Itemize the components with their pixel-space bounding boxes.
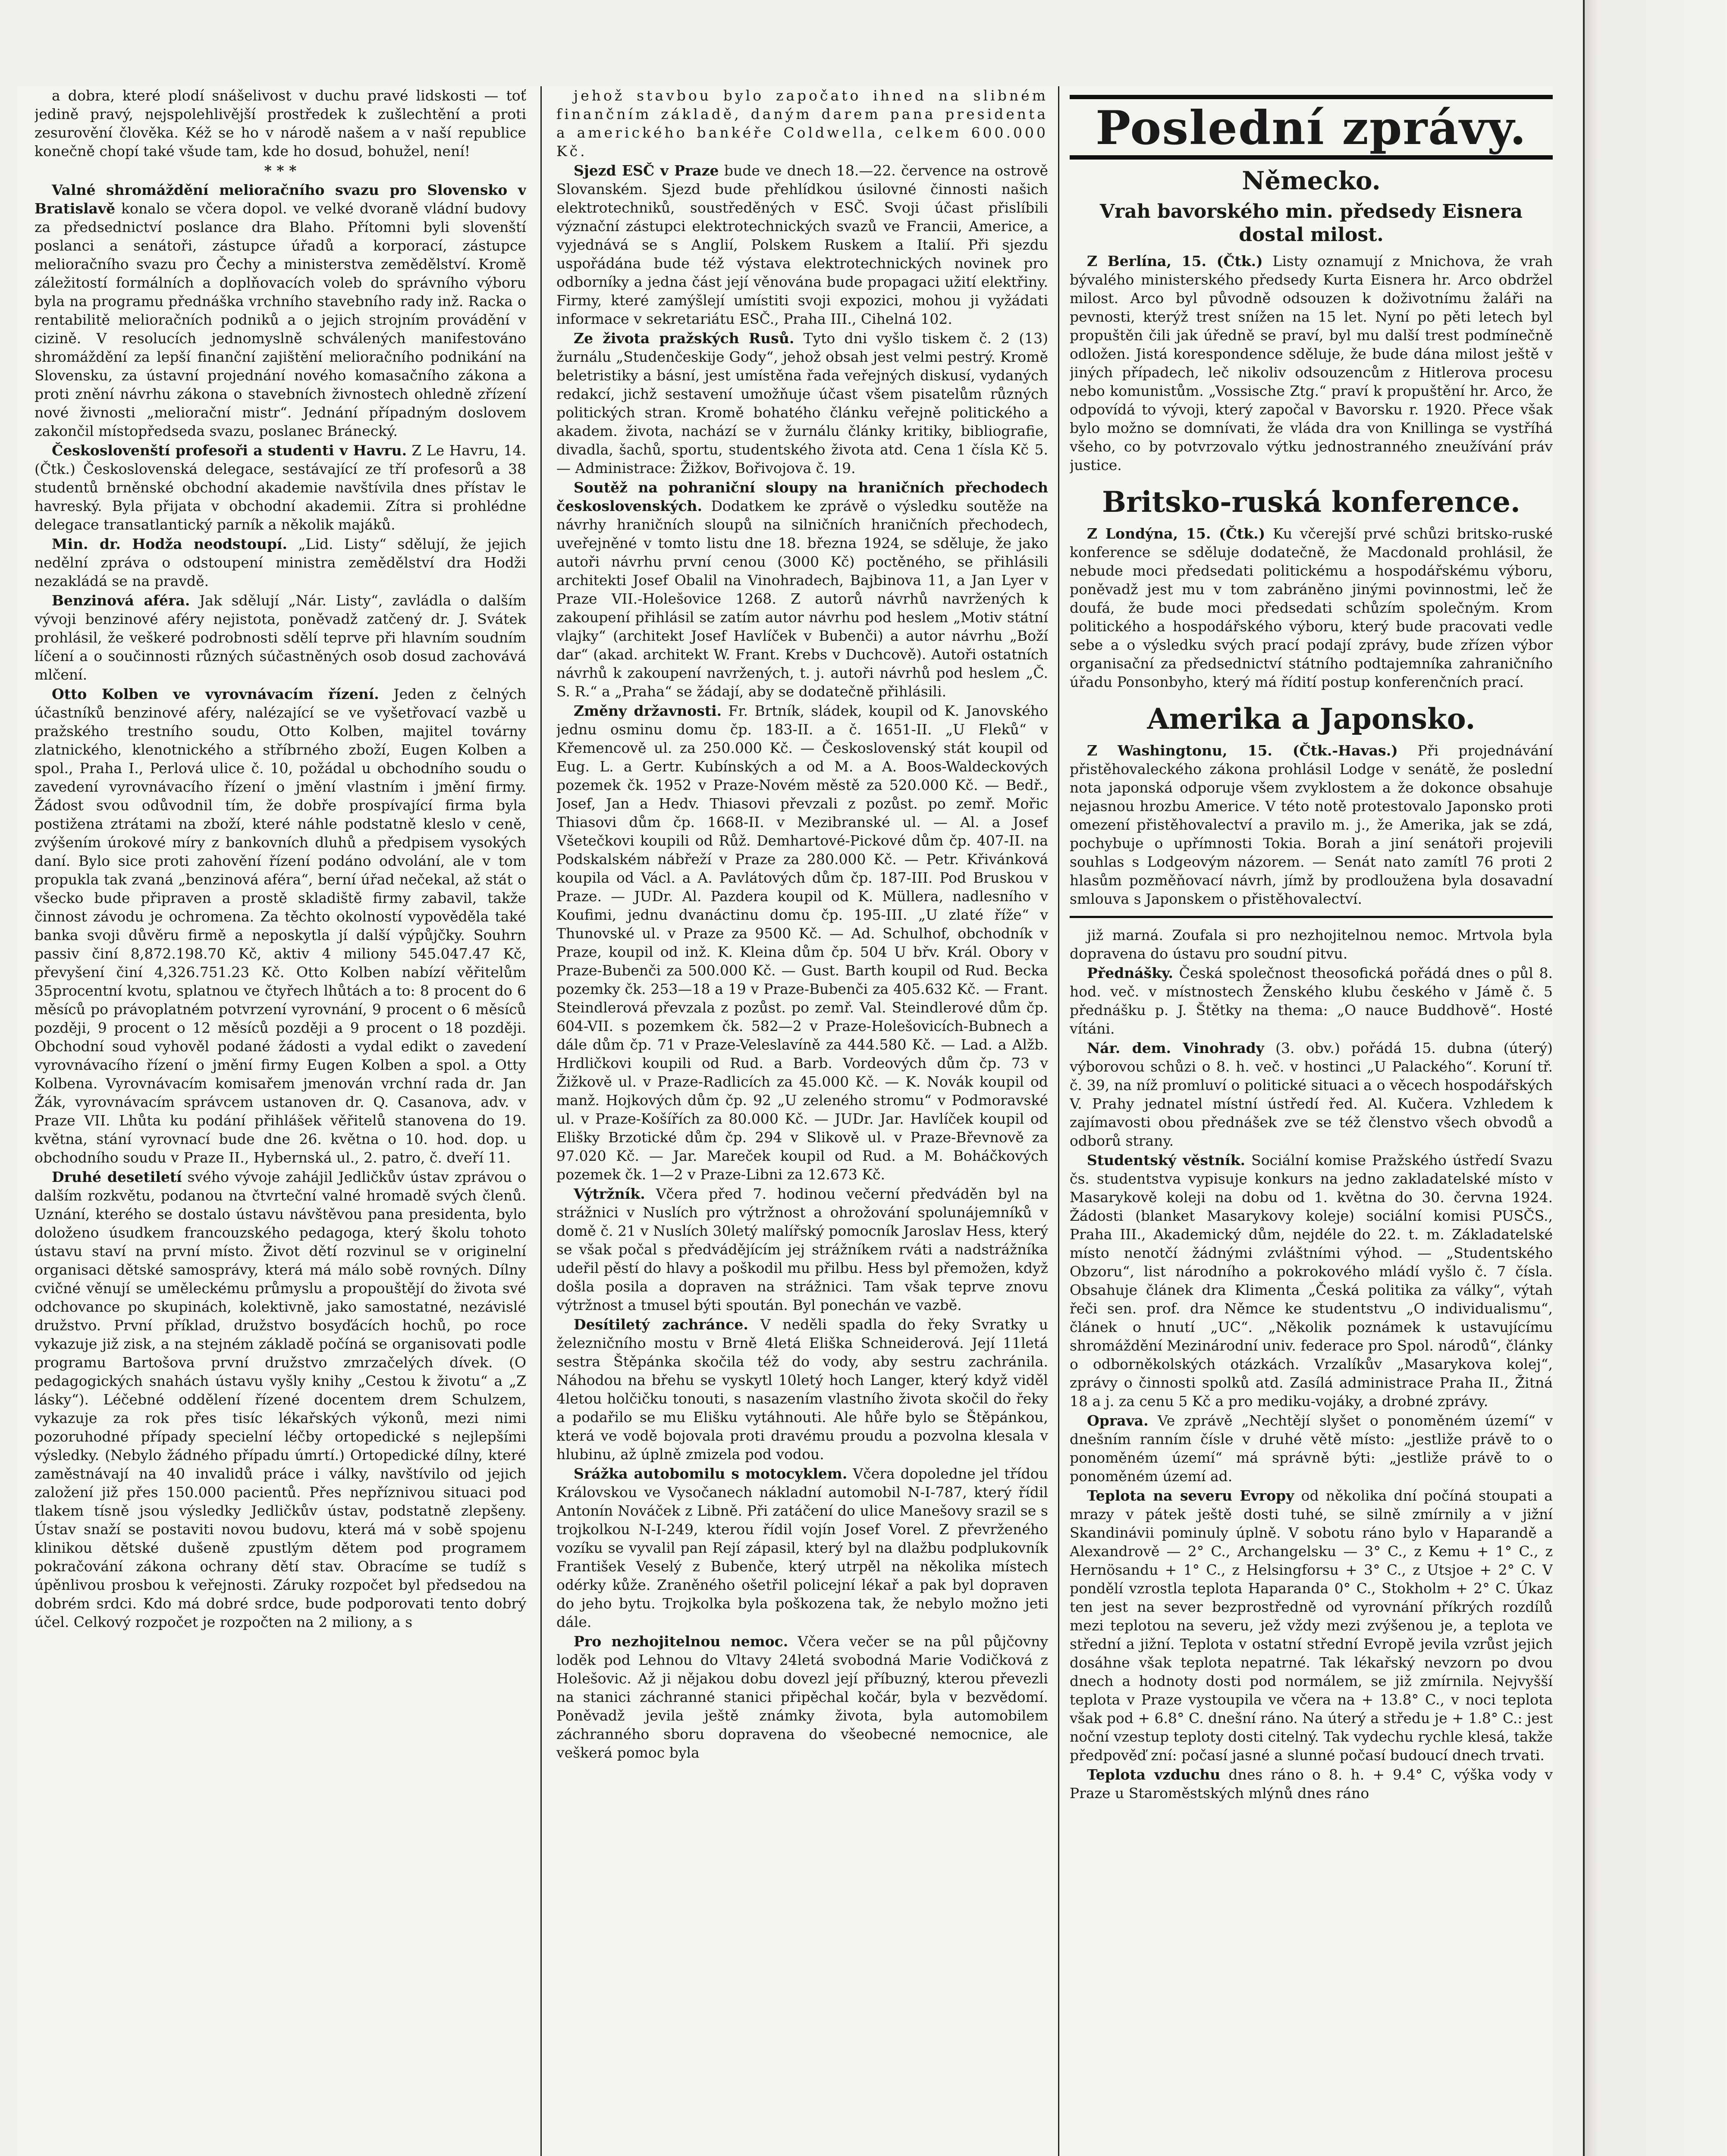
article — [35, 181, 526, 440]
article-headline: Britsko-ruská konference. — [1102, 485, 1520, 519]
article — [35, 1168, 526, 1631]
article — [1070, 964, 1553, 1038]
article — [556, 1185, 1048, 1314]
article — [556, 1632, 1048, 1762]
article-body: Včera dopoledne jel třídou Královskou ve Vysočanech nákladní automobil N-I-787, který řídil Antonín Nováček z Libně. Při zatáčení do ulice Manešovy srazil se s trojkolkou N-I-249, kterou řídil vojín Josef Vorel. Z převrženého vozíku se vyvalil pan Rejí zápasil, který byl na dlažbu podplukovník František Veselý z Bubenče, který utrpěl na několika místech odérky kůže. Zraněného ošetřil policejní lékař a pak byl dopraven do jeho bytu. Trojkolka byla poškozena tak, že nebylo možno jeti dále. — [556, 1465, 1048, 1630]
article-headline: Amerika a Japonsko. — [1147, 702, 1476, 736]
article — [35, 441, 526, 534]
article-text: a dobra, které plodí snášelivost v duchu pravé lidskosti — toť jedině pravý, nejspolehlivější prostředek k zušlechtění a proti zesurovění člověka. Kéž se ho v národě našem a v naší republice konečně chopí také všude tam, kde ho dosud, bohužel, není! — [35, 87, 526, 160]
article-heading: Min. dr. Hodža neodstoupí. — [52, 536, 287, 552]
section-divider: * * * — [264, 162, 297, 179]
article — [35, 685, 526, 1167]
article — [556, 1315, 1048, 1463]
article — [556, 702, 1048, 1184]
article-body: Jeden z čelných účastníků benzinové aféry, nalézající se ve vyšetřovací vazbě u pražského trestního soudu, Otto Kolben, majitel továrny zlatnického, klenotnického a stříbrného zboží, Eugen Kolben a spol., Praha I., Perlová ulice č. 10, požádal u obchodního soudu o zavedení vyrovnávacího řízení o jmění vlastním i jmění firmy. Žádost svou odůvodnil tím, že dobře prospívající firma byla postižena ztrátami na zboží, které náhle podstatně kleslo v ceně, zvýšením úrokové míry z bankovních dluhů a předpisem vysokých daní. Bylo sice proti zahovění řízení podáno odvolání, ale v tom propukla tak zvaná „benzinová aféra“, berní úřad nečekal, až stát o všecko bude připraven a prostě skladiště firmy zabavil, takže činnost závodu je ochromena. Za těchto okolností vypověděla také banka svoji důvěru firmě a neposkytla jí další výpůjčky. Souhrn passiv činí 8,872.198.70 Kč, aktiv 4 miliony 545.047.47 Kč, převyšení činí 4,326.751.23 Kč. Otto Kolben nabízí věřitelům 35procentní kvotu, splatnou ve čtyřech lhůtách a to: 8 procent do 6 měsíců po právoplatném potvrzení vyrovnání, 9 procent o 6 měsíců později, 9 procent o 12 měsíců později a 9 procent o 18 později. Obchodní soud vyhověl podané žádosti a vydal edikt o zavedení vyrovnávacího řízení o jmění firmy Eugen Kolben a spol. a Otty Kolbena. Vyrovnávacím komisařem jmenován vrchní rada dr. Jan Žák, vyrovnávacím správcem ustanoven dr. Q. Casanova, adv. v Praze VII. Lhůta ku podání přihlášek věřitelů stanovena do 19. května, stání vyrovnací bude dne 26. května o 10. hod. dop. u obchodního soudu v Praze II., Hybernská ul., 2. patro, č. dveří 11. — [35, 686, 526, 1166]
article-heading: Českoslovenští profesoři a studenti v Havru. — [52, 442, 407, 459]
dateline: Z Berlína, 15. (Čtk.) — [1087, 253, 1263, 270]
article — [1070, 1486, 1553, 1764]
article — [556, 161, 1048, 328]
column-3 — [1070, 86, 1553, 2156]
article-body: V neděli spadla do řeky Svratky u železničního mostu v Brně 4letá Eliška Schneiderová. Její 11letá sestra Štěpánka skočila též do vody, aby sestru zachránila. Náhodou na břehu se vyskytl 10letý hoch Langer, který když viděl 4letou holčičku tonouti, s nasazením vlastního života skočil do řeky a podařilo se mu Elišku vytáhnouti. Ale hůře bylo se Štěpánkou, která ve vodě bojovala proti dravému proudu a pozvolna klesala v hlubinu, až úplně zmizela pod vodou. — [556, 1316, 1048, 1463]
page-edge-scan-border — [1583, 0, 1727, 2156]
newspaper-page — [17, 86, 1553, 2156]
article-body: bude ve dnech 18.—22. července na ostrově Slovanském. Sjezd bude přehlídkou úsilovné činnosti našich elektrotechniků, soustředěných v ESČ. Svoji účast přislíbili význační zástupci elektrotechnických svazů ve Francii, Americe, a vyjednává se s Anglií, Polskem Ruskem a Italií. Při sjezdu uspořádána bude též výstava elektrotechnických novinek pro odborníky a jedna část její věnována bude propagaci užití elektřiny. Firmy, které zamýšlejí umístiti svoji expozici, mohou ji vyžádati informace v sekretariátu ESČ., Praha III., Cihelná 102. — [556, 162, 1048, 327]
article — [556, 329, 1048, 477]
article-body: Ku včerejší prvé schůzi britsko-ruské konference se sděluje dodatečně, že Macdonald prohlásil, že nebude moci předsedati politickému a hospodářskému výboru, poněvadž jest mu v tom zabráněno jinými povinnostmi, leč že doufá, že bude moci předsedati schůzím společným. Krom politického a hospodářského výboru, který bude pracovati vedle sebe a o výsledku svých prací podají zprávy, bude zřízen výbor organisační za předsednictví státního podtajemníka zahraničního úřadu Ponsonbyho, který má řídití postup konferenčních prací. — [1070, 525, 1553, 690]
article-body: Česká společnost theosofická pořádá dnes o půl 8. hod. več. v místnostech Ženského klubu českého v Jámě č. 5 přednášku p. J. Štětky na thema: „O nauce Buddhově“. Hosté vítáni. — [1070, 965, 1553, 1037]
article — [35, 591, 526, 684]
article — [1070, 1039, 1553, 1150]
column-2 — [556, 86, 1048, 2156]
column-1 — [35, 86, 526, 2156]
dateline: Z Londýna, 15. (Čtk.) — [1087, 525, 1265, 542]
article-heading: Nár. dem. Vinohrady — [1087, 1040, 1264, 1056]
article-body: svého vývoje zahájil Jedličkův ústav zprávou o dalším rozkvětu, podanou na čtvrteční valné hromadě svých členů. Uznání, kterého se dostalo ústavu návštěvou pana presidenta, bylo doloženo úsudkem francouzského pedagoga, který školu tohoto ústavu staví na první místo. Život dětí rozvinul se v originelní organisaci dětské samosprávy, která má málo sobě rovných. Dílny cvičné věnují se uměleckému průmyslu a propouštějí do života své odchovance po skupinách, kolektivně, jako samostatné, nezávislé družstvo. První příklad, družstvo bosyďácích hochů, po roce vykazuje již zisk, a na stejném základě počíná se organisovati podle programu Bartošova první družstvo zmrzačelých dívek. (O pedagogických snahách ústavu vyšly knihy „Cestou k životu“ a „Z lásky“). Léčebné oddělení řízené docentem drem Schulzem, vykazuje za rok přes tisíc lékařských výkonů, mezi nimi pozoruhodné případy specielní léčby ortopedické s nejlepšími výsledky. (Nebylo žádného případu úmrtí.) Ortopedické dílny, které zaměstnávají na 40 invalidů práce i války, navštívilo od jejich založení již přes 150.000 pacientů. Přes nepříznivou situaci pod tlakem tísně jsou výsledky Jedličkův ústav, podstatně zlepšeny. Ústav snaží se postaviti novou budovu, která má v sobě spojenu klinikou dětské dušeně zpustlým dětem pod programem pokračování zákona ochrany dětí stav. Obracíme se tudíž s úpěnlivou prosbou k veřejnosti. Záruky rozpočet byl předsedou na dobrém srdci. Kdo má dobré srdce, bude podporovati tento dobrý účel. Celkový rozpočet je rozpočten na 2 miliony, a s — [35, 1169, 526, 1630]
article-body: Z Le Havru, 14. (Čtk.) Československá delegace, sestávající ze tří profesorů a 38 studentů brněnské obchodní akademie navštívila dnes přístav le havreský. Byla přijata v obchodní akademii. Zítra si prohlédne delegace transatlantický parník a několik majáků. — [35, 442, 526, 533]
article — [1070, 252, 1553, 474]
article-body: Jak sdělují „Nár. Listy“, zavládla o dalším vývoji benzinové aféry nejistota, poněvadž zatčený dr. J. Svátek prohlásil, že veškeré podrobnosti sdělí teprve při hlavním soudním líčení a o součinnosti různých súčastněných osob dosud zachovává mlčení. — [35, 592, 526, 683]
article — [1070, 1151, 1553, 1410]
article-heading: Srážka autobomilu s motocyklem. — [574, 1465, 848, 1482]
article-heading: Výtržník. — [574, 1185, 645, 1202]
article-heading: Valné shromáždění melioračního svazu pro Slovensko v Bratislavě — [35, 182, 526, 217]
article — [556, 478, 1048, 701]
article-body: Dodatkem ke zprávě o výsledku soutěže na návrhy hraničních sloupů na silničních hraničních přechodech, uveřejněné v tomto listu dne 18. března 1924, se sděluje, že jako autoři návrhu první cenou (3000 Kč) poctěného, se přihlásili architekti Josef Obalil na Vinohradech, Bajbinova 11, a Jan Lyer v Praze VII.-Holešovice 1268. Z autorů návrhů navržených k zakoupení přihlásil se zatím autor návrhu pod heslem „Motiv státní vlajky“ (architekt Josef Havlíček v Bubenči) a autor návrhu „Boží dar“ (akad. architekt W. Frant. Krebs v Duchcově). Autoři ostatních návrhů k zakoupení navržených, t. j. autoři návrhů pod heslem „Č. S. R.“ a „Praha“ se žádají, aby se dodatečně přihlásili. — [556, 498, 1048, 700]
article — [1070, 741, 1553, 908]
article-text: jehož stavbou bylo započato ihned na slibném finančním základě, daným darem pana presidenta a amerického bankéře Coldwella, celkem 600.000 Kč. — [556, 87, 1048, 160]
article-body: Tyto dni vyšlo tiskem č. 2 (13) žurnálu „Studenčeskije Gody“, jehož obsah jest velmi pestrý. Kromě beletristiky a básní, jest umístěna řada veřejných diskusí, vydaných redakcí, jichž sestavení umožňuje účast všem pisatelům různých politických stran. Kromě bohatého článku veřejně politického a akadem. života, nachází se v žurnálu články kritiky, bibliografie, divadla, šachů, sportu, studentského života atd. Cena 1 čísla Kč 5. — Administrace: Žižkov, Bořivojova č. 19. — [556, 330, 1048, 476]
article-heading: Teplota na severu Evropy — [1087, 1487, 1294, 1504]
article-heading: Desítiletý zachránce. — [574, 1316, 748, 1333]
article-body: dnes ráno o 8. h. + 9.4° C, výška vody v Praze u Staroměstských mlýnů dnes ráno — [1070, 1766, 1553, 1802]
article-heading: Teplota vzduchu — [1087, 1766, 1221, 1783]
article-body: Listy oznamují z Mnichova, že vrah bývalého ministerského předsedy Kurta Eisnera hr. Arco obdržel milost. Arco byl původně odsouzen k doživotnímu žaláři na pevnosti, kterýž trest snížen na 15 let. Nyní po pěti letech byl propuštěn čili jak úředně se praví, byl mu další trest podmínečně odložen. Jistá korespondence sděluje, že bude dána milost ještě v jiných případech, leč nikoliv odsouzencům z Hitlerova procesu nebo komunistům. „Vossische Ztg.“ praví k propuštění hr. Arco, že odpovídá to vývoji, který započal v Bavorsku r. 1920. Přece však bylo možno se domnívati, že vláda dra von Knillinga se vystříhá všeho, co by potvrzovalo výtku jednostranného zneužívání práv justice. — [1070, 253, 1553, 473]
article-heading: Oprava. — [1087, 1412, 1149, 1429]
section-rule — [1070, 916, 1553, 918]
column-rule-1 — [540, 86, 542, 2156]
article-heading: Soutěž na pohraniční sloupy na hraničních přechodech československých. — [556, 479, 1048, 514]
article-heading: Ze života pražských Rusů. — [574, 330, 794, 347]
article-body: (3. obv.) pořádá 15. dubna (úterý) výborovou schůzi o 8. h. več. v hostinci „U Palackého“. Koruní tř. č. 39, na níž promluví o politické situaci a o věcech hospodářských V. Prahy jednatel místní ústředí řed. Al. Kučera. Vzhledem k zajímavosti obou přednášek zve se též členstvo všech obvodů a odborů strany. — [1070, 1040, 1553, 1149]
article-heading: Změny državnosti. — [574, 702, 722, 719]
article-heading: Pro nezhojitelnou nemoc. — [574, 1633, 788, 1650]
article-body: od několika dní počíná stoupati a mrazy v pátek ještě dosti tuhé, se silně zmírnily a v jižní Skandinávii pominuly úplně. V sobotu ráno bylo v Haparandě a Alexandrově — 2° C., Archangelsku — 3° C., z Kemu + 1° C., z Hernösandu + 1° C., z Helsingforsu + 3° C., z Utsjoe + 2° C. V pondělí vzrostla teplota Haparanda 0° C., Stokholm + 2° C. Úkaz ten jest na sever bezprostředně od vyrovnání příkrých rozdílů mezi teplotou na severu, jež vždy mezi zvýšenou je, a teplota ve střední a jižní. Teplota v ostatní střední Evropě jevila vzrůst jejich dosáhne však teplota nepatrné. Tak lékařský nevzorn po dvou dnech a hodnoty dosti pod normálem, se již zmírnila. Nejvyšší teplota v Praze vystoupila ve včera na + 13.8° C., v noci teplota však pod + 6.8° C. dnešní ráno. Na úterý a středu je + 1.8° C.: jest noční vzestup teploty dosti citelný. Tak vydechu rychle klesá, takže předpověď zní: počasí jasné a slunné počasí budoucí dnech trvati. — [1070, 1487, 1553, 1764]
article-body: Včera před 7. hodinou večerní předváděn byl na strážnici v Nuslích pro výtržnost a ohrožování spolunájemníků v domě č. 21 v Nuslích 30letý malířský pomocník Jaroslav Hess, který se však počal s předvádějícím jej strážníkem rváti a nadstrážníka udeřil pěstí do hlavy a poškodil mu přilbu. Hess byl přemožen, když došla posila a dopraven na strážnici. Tam však teprve znovu výtržnost a tmusel býti spoután. Byl ponechán ve vazbě. — [556, 1185, 1048, 1313]
dateline: Z Washingtonu, 15. (Čtk.-Havas.) — [1087, 742, 1398, 759]
article — [1070, 1765, 1553, 1802]
column-rule-2 — [1058, 86, 1059, 2156]
section-masthead: Poslední zprávy. — [1070, 95, 1553, 160]
article-heading: Studentský věstník. — [1087, 1152, 1245, 1169]
article — [556, 1464, 1048, 1631]
article-body: „Lid. Listy“ sdělují, že jejich nedělní zpráva o odstoupení ministra zemědělství dra Hodži nezakládá se na pravdě. — [35, 536, 526, 589]
article — [1070, 1411, 1553, 1485]
article-heading: Otto Kolben ve vyrovnávacím řízení. — [52, 686, 379, 702]
article-heading: Sjezd ESČ v Praze — [574, 162, 719, 179]
section-heading-germany: Německo. — [1242, 166, 1381, 195]
article-headline: Vrah bavorského min. předsedy Eisnera dostal milost. — [1099, 201, 1523, 246]
article-body: Fr. Brtník, sládek, koupil od K. Janovského jednu osminu domu čp. 183-II. a č. 1651-II. „U Fleků“ v Křemencově ul. za 250.000 Kč. — Československý stát koupil od Eug. L. a Gertr. Kubínských a od M. a A. Boos-Waldeckových pozemek čk. 1952 v Praze-Novém městě za 520.000 Kč. — Bedř., Josef, Jan a Hedv. Thiasovi převzali z pozůst. po zemř. Mořic Thiasovi dům čp. 1668-II. v Mezibranské ul. — Al. a Josef Všetečkovi koupili od Růž. Demhartové-Pickové dům čp. 407-II. na Podskalském nábřeží v Praze za 280.000 Kč. — Petr. Křivánková koupila od Václ. a A. Pavlátových dům čp. 187-III. Pod Bruskou v Praze. — JUDr. Al. Pazdera koupil od K. Müllera, nadlesního v Koufimi, jednu dvanáctinu domu čp. 195-III. „U zlaté říže“ v Thunovské ul. v Praze za 9500 Kč. — Ad. Schulhof, obchodník v Praze, koupil od inž. K. Kleina dům čp. 504 U břv. Král. Obory v Praze-Bubenči za 500.000 Kč. — Gust. Barth koupil od Rud. Becka pozemky čk. 253—18 a 19 v Praze-Bubenči za 405.632 Kč. — Frant. Steindlerová převzala z pozůst. po zemř. Val. Steindlerové dům čp. 604-VII. s pozemkem čk. 582—2 v Praze-Holešovicích-Bubnech a dále dům čp. 71 v Praze-Veleslavíně za 444.580 Kč. — Lad. a Alžb. Hrdličkovi koupili od Rud. a Barb. Vordeových dům čp. 73 v Žižkově ul. v Praze-Radlicích za 45.000 Kč. — K. Novák koupil od manž. Hojkových dům čp. 92 „U zeleného stromu“ v Podmoravské ul. v Praze-Košířích za 80.000 Kč. — JUDr. Jar. Havlíček koupil od Elišky Brzotické dům čp. 294 v Slikově ul. v Praze-Břevnově za 97.020 Kč. — Jar. Mareček koupil od Rud. a M. Boháčkových pozemek čk. 1—2 v Praze-Libni za 12.673 Kč. — [556, 702, 1048, 1183]
article-heading: Benzinová aféra. — [52, 592, 190, 609]
article-body: Při projednávání přistěhovaleckého zákona prohlásil Lodge v senátě, že poslední nota japonská odporuje všem zvyklostem a že dokonce obsahuje nejasnou hrozbu Americe. V této notě protestovalo Japonsko proti omezení přistěhovalectví a pravilo m. j., že Amerika, jak se zdá, pochybuje o upřímnosti Tokia. Borah a jiní senátoři projevili souhlas s Lodgeovým názorem. — Senát nato zamítl 76 proti 2 hlasům pozměňovací návrh, jímž by prodloužena byla dosavadní smlouva s Japonskem o přistěhovalectví. — [1070, 742, 1553, 907]
article-heading: Přednášky. — [1087, 965, 1173, 981]
article-heading: Druhé desetiletí — [52, 1169, 182, 1185]
article-body: Včera večer se na půl půjčovny loděk pod Lehnou do Vltavy 24letá svobodná Marie Vodičková z Holešovic. Až ji nějakou dobu dovezl její příbuzný, kterou převezli na stanici záchranné stanici připěchal kočár, byla v bezvědomí. Poněvadž jevila ještě známky života, byla automobilem záchranného sboru dopravena do všeobecné nemocnice, ale veškerá pomoc byla — [556, 1633, 1048, 1761]
article-text: již marná. Zoufala si pro nezhojitelnou nemoc. Mrtvola byla dopravena do ústavu pro soudní pitvu. — [1070, 927, 1553, 962]
article-body: Ve zprávě „Nechtějí slyšet o ponoměném území“ v dnešním ranním čísle v druhé větě místo: „jestliže právě to o ponoměném území“ má správně býti: „jestliže právě to o ponoměném území ad. — [1070, 1412, 1553, 1485]
article-body: Sociální komise Pražského ústředí Svazu čs. studentstva vypisuje konkurs na jedno zakladatelské místo v Masarykově koleji na dobu od 1. května do 30. června 1924. Žádosti (blanket Masarykovy koleje) sociální komisi PUSČS., Praha III., Akademický dům, nejdéle do 22. t. m. Základatelské místo nenotčí žádnými zvláštními výhod. — „Studentského Obzoru“, list národního a pokrokového mládí vyšlo č. 7 čísla. Obsahuje článek dra Klimenta „Česká politika za války“, výtah řeči sen. prof. dra Němce ke studentstvu „O individualismu“, článek o hnutí „UC“. „Několik poznámek k ustavujícímu shromáždění Mezinárodní univ. federace pro Spol. národů“, články o odborněkolských otázkách. Vrzalíkův „Masarykova kolej“, zprávy o činnosti spolků atd. Zasílá administrace Praha II., Žitná 18 a j. za cenu 5 Kč a pro mediku-vojáky, a drobné zprávy. — [1070, 1152, 1553, 1410]
article-body: konalo se včera dopol. ve velké dvoraně vládní budovy za předsednictví poslance dra Blaho. Přítomni byli slovenští poslanci a senátoři, zástupce úřadů a korporací, zástupce melioračního svazu pro Čechy a ministerstva zemědělství. Kromě záležitostí formálních a doplňovacích voleb do správního výboru byla na programu přednáška vrchního stavebního rady inž. Racka o rentabilitě melioračních podniků a o jejich strojním provádění v cizině. V resolucích jednomyslně schválených manifestováno shromáždění za lepší finanční zajištění melioračního podnikání na Slovensku, za ústavní projednání nového komasačního zákona a proti znění návrhu zákona o stavebních živnostech ohledně zřízení nové živnosti „meliorační mistr“. Jednání případným doslovem zakončil místopředseda svazu, poslanec Bránecký. — [35, 200, 526, 439]
article — [35, 535, 526, 590]
article — [1070, 524, 1553, 691]
